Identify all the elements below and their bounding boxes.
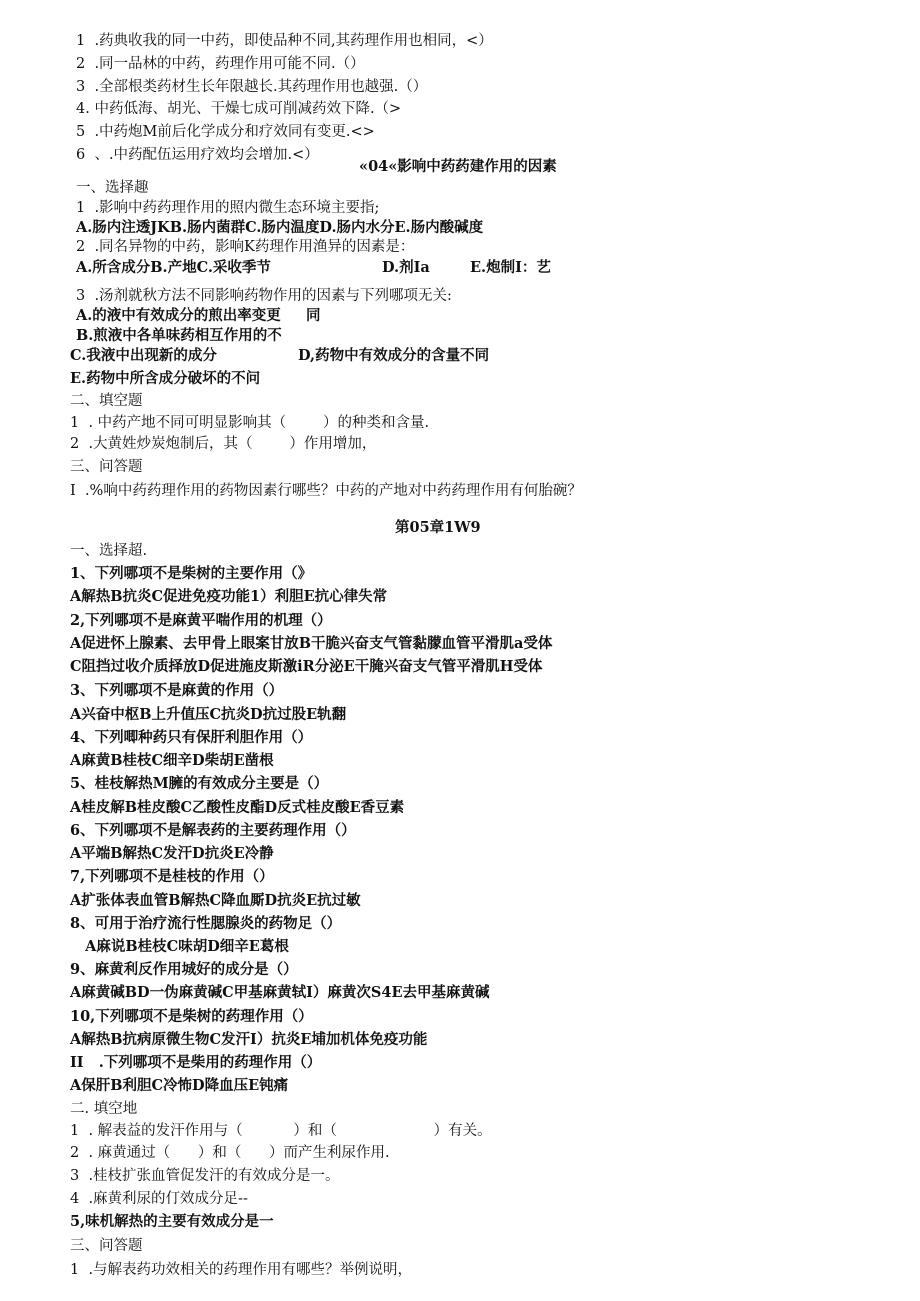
ch05-fill-1: 1 . 解表益的发汗作用与（ ）和（ ）有关。 [70,1123,492,1139]
ch05-section-fill: 二. 填空地 [70,1101,138,1117]
judge-item-3: 3 .全部根类药材生长年限越长.其药理作用也越强.（） [76,79,428,95]
ch05-item: A麻说B桂枝C味胡D细辛E葛根 [70,938,289,955]
ch04-q2: 2 .同名异物的中药，影响K药理作用渔异的因素是： [76,239,415,255]
ch05-item: A保肝B利胆C冷怖D降血压E钝痛 [70,1077,289,1094]
ch05-fill-3: 3 .桂枝扩张血管促发汗的有效成分是一。 [70,1168,340,1184]
ch05-item: 1、下列哪项不是柴树的主要作用（》 [70,565,313,582]
ch05-qa-1: 1 .与解表药功效相关的药理作用有哪些？举例说明， [70,1262,413,1278]
judge-item-4: 4. 中药低海、胡光、干燥七成可削减药效下降.（> [76,101,402,117]
ch05-item: A促进怀上腺素、去甲骨上眼案甘放B干脆兴奋支气管黏朦血管平滑肌a受体 [70,635,553,652]
ch04-q2-options-e: E.炮制I：艺 [470,259,551,276]
ch04-q2-options-a: A.所含成分B.产地C.采收季节 [76,259,271,276]
ch05-item: A桂皮解B桂皮酸C乙酸性皮酯D反式桂皮酸E香豆素 [70,799,405,816]
ch05-item: A解热B抗病原微生物C发汗I）抗炎E埔加机体免疫功能 [70,1031,428,1048]
judge-item-1: 1 .药典收我的同一中药，即使品种不同,其药理作用也相同，<） [76,33,493,49]
ch04-fill-2: 2 .大黄姓炒炭炮制后，其（ ）作用增加， [70,436,377,452]
ch04-q1: 1 .影响中药药理作用的照内微生态环境主要指; [76,200,380,216]
ch04-q3-option-a: A.的液中有效成分的煎出率变更 同 [76,307,321,324]
ch05-item: A麻黄碱BD一伪麻黄碱C甲基麻黄轼I）麻黄次S4E去甲基麻黄碱 [70,984,490,1001]
ch05-section-qa: 三、问答题 [70,1238,143,1254]
ch05-item: 4、下列唧种药只有保肝利胆作用（） [70,729,313,746]
ch05-item: A麻黄B桂枝C细辛D柴胡E凿根 [70,752,274,769]
ch05-item: 2,下列哪项不是麻黄平喘作用的机理（） [70,612,332,629]
ch05-item: 8、可用于治疗流行性腮腺炎的药物足（） [70,915,342,932]
ch05-section-choice: 一、选择超. [70,543,148,559]
ch04-q3: 3 .汤剂就秋方法不同影响药物作用的因素与下列哪项无关: [76,288,452,304]
ch04-qa-1: I .%响中药药理作用的药物因素行哪些？中药的产地对中药药理作用有何胎碗？ [70,483,582,499]
ch05-fill-5: 5,味机解热的主要有效成分是一 [70,1213,274,1230]
ch05-item: 9、麻黄利反作用城好的成分是（） [70,961,298,978]
ch04-section-fill: 二、填空题 [70,393,143,409]
chapter-04-title: «04«影响中药药建作用的因素 [359,158,557,175]
ch04-q2-options-d: D.剂Ia [382,259,430,276]
ch05-fill-2: 2 . 麻黄通过（ ）和（ ）而产生利尿作用. [70,1145,390,1161]
judge-item-6: 6 、.中药配伍运用疗效均会增加.<） [76,147,319,163]
ch05-fill-4: 4 .麻黄利尿的仃效成分足-- [70,1191,248,1207]
ch04-section-choice: 一、选择趣 [76,180,149,196]
ch05-item: C阻挡过收介质择放D促进施皮斯激iR分泌E干腌兴奋支气管平滑肌H受体 [70,658,543,675]
ch04-q3-option-e: E.药物中所含成分破坏的不问 [70,370,261,387]
judge-item-5: 5 .中药炮M前后化学成分和疗效同有变更.<> [76,124,375,140]
ch05-item: A平端B解热C发汗D抗炎E冷静 [70,845,274,862]
judge-item-2: 2 .同一品林的中药，药理作用可能不同.（） [76,56,365,72]
ch05-item: A兴奋中枢B上升值压C抗炎D抗过股E轨翻 [70,706,347,723]
chapter-05-title: 第05章1W9 [395,519,481,536]
ch04-q3-option-c: C.我液中出现新的成分 [70,347,217,364]
ch05-item: 6、下列哪项不是解表药的主要药理作用（） [70,822,356,839]
ch05-item: 10,下列哪项不是柴树的药理作用（） [70,1008,313,1025]
ch04-q1-options: A.肠内注透JKB.肠内菌群C.肠内温度D.肠内水分E.肠内酸碱度 [76,219,484,236]
ch05-item: 3、下列哪项不是麻黄的作用（） [70,682,284,699]
ch05-item: 5、桂枝解热M臃的有效成分主要是（） [70,775,329,792]
ch05-item: A解热B抗炎C促进免疫功能1）利胆E抗心律失常 [70,588,388,605]
ch05-item: A扩张体表血管B解热C降血厮D抗炎E抗过敏 [70,892,361,909]
ch04-q3-option-d: D,药物中有效成分的含量不同 [298,347,490,364]
ch04-section-qa: 三、问答题 [70,459,143,475]
ch04-q3-option-b: B.煎液中各单味药相互作用的不 [76,327,282,344]
ch05-item: II .下列哪项不是柴用的药理作用（） [70,1054,322,1071]
ch05-item: 7,下列哪项不是桂枝的作用（） [70,868,274,885]
ch04-fill-1: 1 . 中药产地不同可明显影响其（ ）的种类和含量. [70,415,430,431]
